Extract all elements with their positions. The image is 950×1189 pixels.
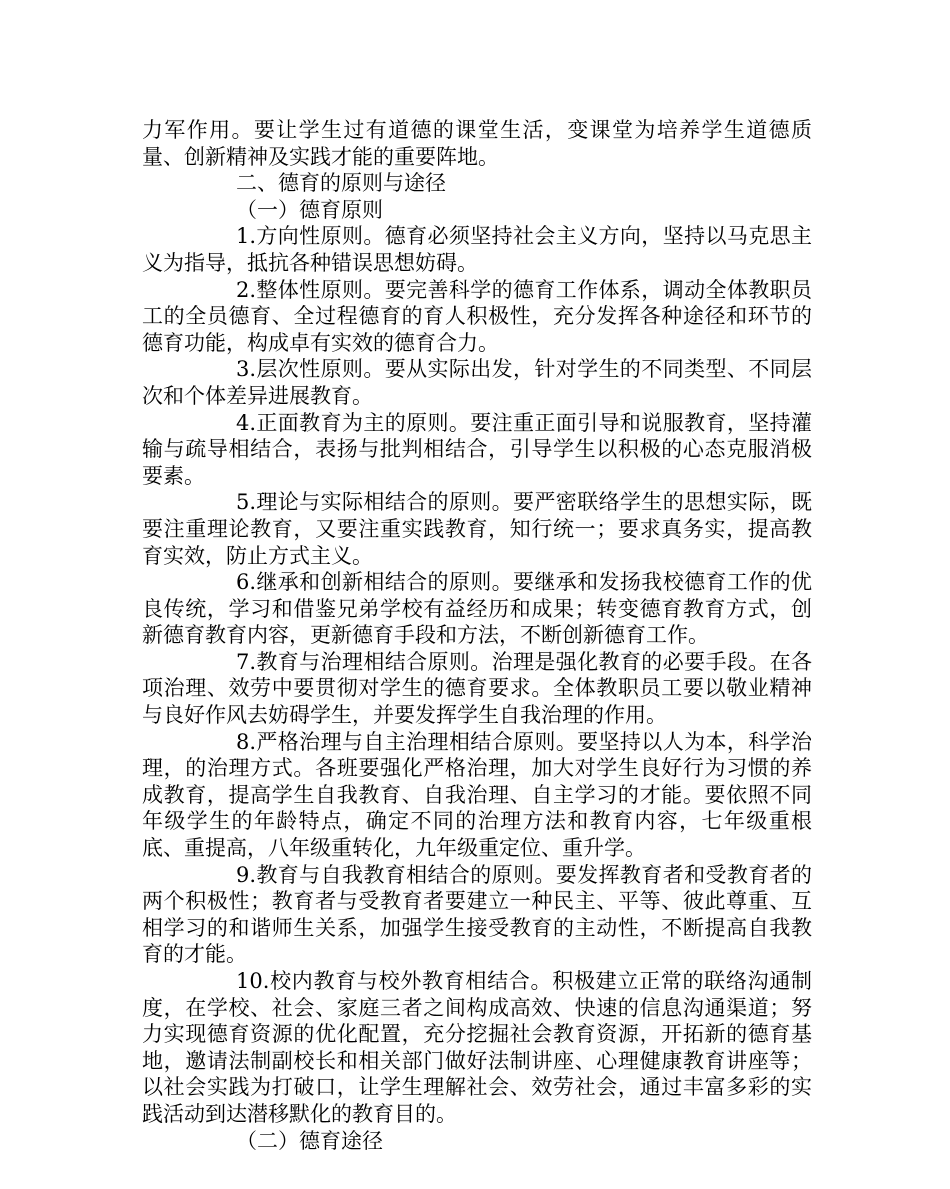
paragraph-principle-10: 10.校内教育与校外教育相结合。积极建立正常的联络沟通制度，在学校、社会、家庭三者之间构成高效、快速的信息沟通渠道；努力实现德育资源的优化配置，充分挖掘社会教育资源，开拓新的德育基地，邀请法制副校长和相关部门做好法制讲座、心理健康教育讲座等；以社会实践为打破口，让学生理解社会、效劳社会，通过丰富多彩的实践活动到达潜移默化的教育目的。: [142, 969, 812, 1126]
paragraph-principle-9: 9.教育与自我教育相结合的原则。要发挥教育者和受教育者的两个积极性；教育者与受教育者要建立一种民主、平等、彼此尊重、互相学习的和谐师生关系，加强学生接受教育的主动性，不断提高自我教育的才能。: [142, 862, 812, 967]
paragraph-principle-5: 5.理论与实际相结合的原则。要严密联络学生的思想实际，既要注重理论教育，又要注重实践教育，知行统一；要求真务实，提高教育实效，防止方式主义。: [142, 490, 812, 568]
subsection-heading: （一）德育原则: [236, 197, 383, 222]
paragraph-continued: 力军作用。要让学生过有道德的课堂生活，变课堂为培养学生道德质量、创新精神及实践才能的重要阵地。: [142, 118, 812, 169]
paragraph-principle-8: 8.严格治理与自主治理相结合原则。要坚持以人为本，科学治理，的治理方式。各班要强化严格治理，加大对学生良好行为习惯的养成教育，提高学生自我教育、自我治理、自主学习的才能。要依照不同年级学生的年龄特点，确定不同的治理方法和教育内容，七年级重根底、重提高，八年级重转化，九年级重定位、重升学。: [142, 729, 812, 861]
paragraph-principle-4: 4.正面教育为主的原则。要注重正面引导和说服教育，坚持灌输与疏导相结合，表扬与批判相结合，引导学生以积极的心态克服消极要素。: [142, 410, 812, 488]
section-heading: 二、德育的原则与途径: [236, 171, 446, 196]
paragraph-principle-1: 1.方向性原则。德育必须坚持社会主义方向，坚持以马克思主义为指导，抵抗各种错误思想妨碍。: [142, 224, 812, 275]
paragraph-principle-7: 7.教育与治理相结合原则。治理是强化教育的必要手段。在各项治理、效劳中要贯彻对学生的德育要求。全体教职员工要以敬业精神与良好作风去妨碍学生，并要发挥学生自我治理的作用。: [142, 649, 812, 728]
paragraph-principle-2: 2.整体性原则。要完善科学的德育工作体系，调动全体教职员工的全员德育、全过程德育的育人积极性，充分发挥各种途径和环节的德育功能，构成卓有实效的德育合力。: [142, 277, 812, 355]
paragraph-principle-3: 3.层次性原则。要从实际出发，针对学生的不同类型、不同层次和个体差异进展教育。: [142, 357, 812, 408]
paragraph-principle-6: 6.继承和创新相结合的原则。要继承和发扬我校德育工作的优良传统，学习和借鉴兄弟学校有益经历和成果；转变德育教育方式，创新德育教育内容，更新德育手段和方法，不断创新德育工作。: [142, 570, 812, 648]
document-body: [142, 117, 812, 1154]
subsection-heading-2: （二）德育途径: [236, 1128, 383, 1153]
